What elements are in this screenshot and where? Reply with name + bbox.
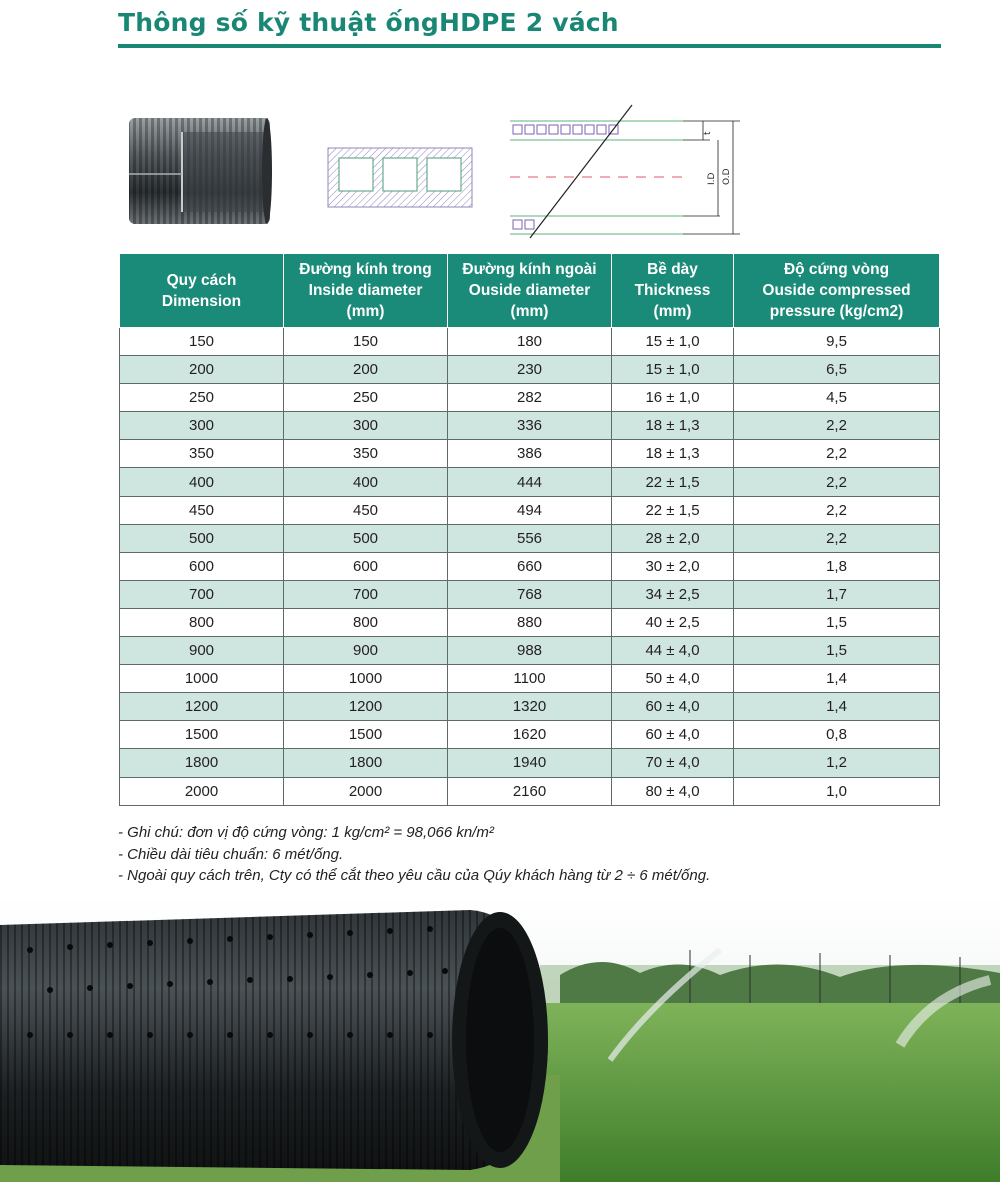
table-row [120,412,940,440]
inside-diameter-label: I.D [707,172,717,185]
cell-thickness: 22 ± 1,5 [612,496,734,524]
cell-dimension: 350 [120,440,284,468]
table-row [120,328,940,356]
cell-outside-diameter: 444 [448,468,612,496]
cell-thickness: 34 ± 2,5 [612,580,734,608]
cell-outside-diameter: 768 [448,580,612,608]
notes [118,822,938,887]
table-row [120,721,940,749]
cell-inside-diameter: 150 [284,328,448,356]
table-row [120,496,940,524]
table-row [120,356,940,384]
cell-dimension: 250 [120,384,284,412]
table-row [120,524,940,552]
header-outside-diameter-vi: Đường kính ngoài [462,261,597,278]
cell-inside-diameter: 450 [284,496,448,524]
cell-dimension: 600 [120,552,284,580]
cell-inside-diameter: 1000 [284,665,448,693]
header-inside-diameter-unit: (mm) [346,303,385,320]
cell-ring-stiffness: 1,5 [734,608,940,636]
table-row [120,693,940,721]
cell-thickness: 15 ± 1,0 [612,328,734,356]
cell-ring-stiffness: 2,2 [734,440,940,468]
cell-dimension: 800 [120,608,284,636]
cell-inside-diameter: 250 [284,384,448,412]
header-outside-diameter-en: Ouside diameter [468,282,591,299]
cell-thickness: 15 ± 1,0 [612,356,734,384]
cell-inside-diameter: 2000 [284,777,448,805]
note-standard-length: - Chiều dài tiêu chuẩn: 6 mét/ống. [118,845,344,863]
header-dimension [120,254,284,328]
cell-dimension: 2000 [120,777,284,805]
cell-outside-diameter: 180 [448,328,612,356]
cell-thickness: 44 ± 4,0 [612,637,734,665]
cell-ring-stiffness: 2,2 [734,524,940,552]
cell-outside-diameter: 1940 [448,749,612,777]
header-thickness-unit: (mm) [653,303,692,320]
cell-thickness: 18 ± 1,3 [612,412,734,440]
table-row [120,468,940,496]
note-stiffness-unit: - Ghi chú: đơn vị độ cứng vòng: 1 kg/cm² = 98,066 kn/m² [118,824,494,841]
header-dimension-vi: Quy cách [166,271,237,289]
cell-outside-diameter: 230 [448,356,612,384]
cell-ring-stiffness: 1,5 [734,637,940,665]
outside-diameter-label: O.D [722,168,732,185]
cell-dimension: 150 [120,328,284,356]
cell-outside-diameter: 660 [448,552,612,580]
cell-inside-diameter: 800 [284,608,448,636]
cell-dimension: 450 [120,496,284,524]
cell-ring-stiffness: 2,2 [734,412,940,440]
cell-inside-diameter: 900 [284,637,448,665]
cell-thickness: 18 ± 1,3 [612,440,734,468]
header-ring-stiffness-unit: pressure (kg/cm2) [769,303,904,320]
table-row [120,580,940,608]
cell-thickness: 30 ± 2,0 [612,552,734,580]
cell-thickness: 50 ± 4,0 [612,665,734,693]
cell-inside-diameter: 1200 [284,693,448,721]
table-row [120,749,940,777]
cell-inside-diameter: 500 [284,524,448,552]
cell-dimension: 200 [120,356,284,384]
spec-table-body [120,328,940,806]
cell-ring-stiffness: 1,7 [734,580,940,608]
cell-outside-diameter: 282 [448,384,612,412]
cell-ring-stiffness: 1,2 [734,749,940,777]
cell-outside-diameter: 556 [448,524,612,552]
cell-outside-diameter: 1620 [448,721,612,749]
header-inside-diameter-en: Inside diameter [308,282,423,299]
page-title: Thông số kỹ thuật ốngHDPE 2 vách [118,8,619,37]
header-ring-stiffness [734,254,940,328]
header-outside-diameter [448,254,612,328]
cell-thickness: 60 ± 4,0 [612,721,734,749]
cell-ring-stiffness: 1,4 [734,665,940,693]
cell-ring-stiffness: 9,5 [734,328,940,356]
cell-thickness: 22 ± 1,5 [612,468,734,496]
cell-dimension: 1200 [120,693,284,721]
cell-dimension: 300 [120,412,284,440]
table-row [120,440,940,468]
cell-outside-diameter: 1320 [448,693,612,721]
cell-ring-stiffness: 1,4 [734,693,940,721]
cell-outside-diameter: 386 [448,440,612,468]
double-wall-pipe-photo [127,110,272,230]
header-dimension-en: Dimension [161,292,242,310]
header-ring-stiffness-en: Ouside compressed [762,282,911,299]
cell-inside-diameter: 1500 [284,721,448,749]
cell-inside-diameter: 600 [284,552,448,580]
cell-outside-diameter: 988 [448,637,612,665]
cell-ring-stiffness: 2,2 [734,468,940,496]
cell-thickness: 28 ± 2,0 [612,524,734,552]
cell-ring-stiffness: 0,8 [734,721,940,749]
cell-dimension: 900 [120,637,284,665]
cell-thickness: 16 ± 1,0 [612,384,734,412]
cell-outside-diameter: 494 [448,496,612,524]
cell-inside-diameter: 200 [284,356,448,384]
cell-outside-diameter: 880 [448,608,612,636]
table-row [120,384,940,412]
pipe-dimension-diagram [505,103,745,243]
cell-dimension: 1500 [120,721,284,749]
cell-ring-stiffness: 1,0 [734,777,940,805]
header-thickness-en: Thickness [634,282,711,299]
cell-inside-diameter: 700 [284,580,448,608]
cell-inside-diameter: 350 [284,440,448,468]
spec-table [119,253,940,806]
note-custom-cut: - Ngoài quy cách trên, Cty có thể cắt theo yêu cầu của Qúy khách hàng từ 2 ÷ 6 mét/ống. [118,867,711,884]
cell-dimension: 1000 [120,665,284,693]
cell-dimension: 400 [120,468,284,496]
cell-inside-diameter: 300 [284,412,448,440]
table-row [120,665,940,693]
header-inside-diameter [284,254,448,328]
cell-thickness: 70 ± 4,0 [612,749,734,777]
cell-ring-stiffness: 2,2 [734,496,940,524]
table-row [120,552,940,580]
table-row [120,608,940,636]
cell-dimension: 1800 [120,749,284,777]
cell-thickness: 40 ± 2,5 [612,608,734,636]
cell-outside-diameter: 1100 [448,665,612,693]
cell-ring-stiffness: 4,5 [734,384,940,412]
cell-dimension: 700 [120,580,284,608]
header-inside-diameter-vi: Đường kính trong [299,261,432,278]
header-ring-stiffness-vi: Độ cứng vòng [783,261,890,278]
header-outside-diameter-unit: (mm) [510,303,549,320]
perforated-pipe-field-photo [0,895,1000,1182]
header-thickness-vi: Bề dày [647,261,698,278]
wall-section-diagram [325,145,475,210]
thickness-label: t [703,131,713,135]
table-row [120,637,940,665]
cell-inside-diameter: 1800 [284,749,448,777]
header-thickness [612,254,734,328]
cell-outside-diameter: 336 [448,412,612,440]
table-header-row [120,254,940,328]
cell-dimension: 500 [120,524,284,552]
cell-thickness: 60 ± 4,0 [612,693,734,721]
cell-outside-diameter: 2160 [448,777,612,805]
table-row [120,777,940,805]
cell-thickness: 80 ± 4,0 [612,777,734,805]
title-underline [118,44,941,48]
cell-ring-stiffness: 1,8 [734,552,940,580]
cell-inside-diameter: 400 [284,468,448,496]
cell-ring-stiffness: 6,5 [734,356,940,384]
